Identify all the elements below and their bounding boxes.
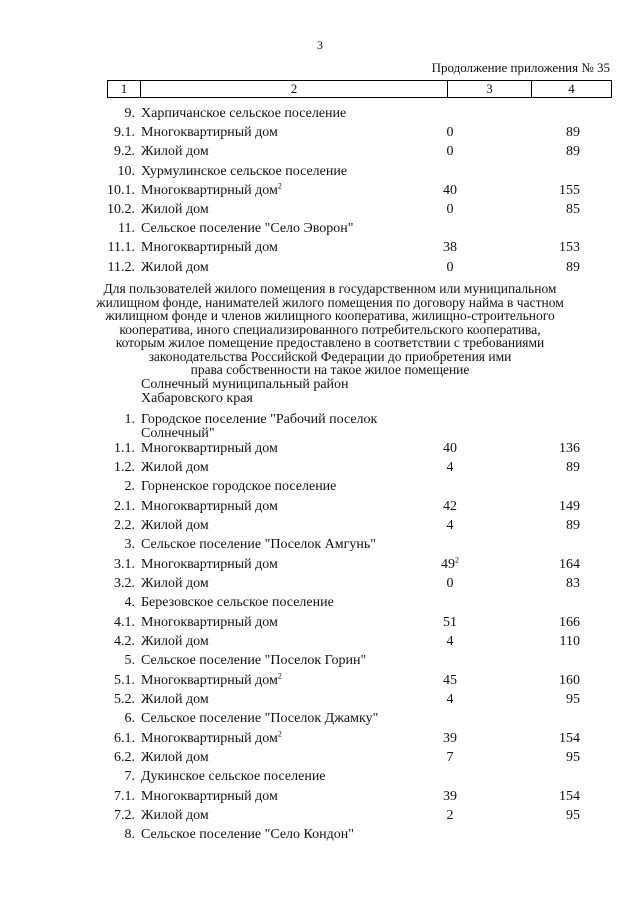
value-col-3 — [430, 671, 470, 691]
row-name-text: Харпичанское сельское поселение — [141, 106, 347, 121]
row-number: 6.2. — [114, 750, 135, 765]
row-name-text: Дукинское сельское поселение — [141, 769, 326, 784]
row-number: 11.2. — [107, 259, 135, 275]
table-row — [0, 200, 640, 220]
value-col-4: 136 — [559, 441, 580, 456]
value-col-4: 95 — [566, 808, 580, 823]
value-col-4: 89 — [566, 125, 580, 141]
table-row — [0, 123, 640, 143]
row-name — [141, 574, 209, 594]
value-col-3-text: 0 — [446, 259, 454, 275]
value-col-4: 166 — [559, 615, 580, 630]
table-row — [0, 748, 640, 768]
table-row — [0, 651, 640, 671]
value-col-3 — [430, 613, 470, 633]
row-name-text: Жилой дом — [141, 202, 209, 217]
row-number: 9. — [124, 106, 135, 121]
footnote-marker: 2 — [455, 555, 459, 565]
row-name-text: Многоквартирный дом — [141, 673, 278, 688]
row-name-text: Сельское поселение "Село Эворон" — [141, 221, 354, 237]
row-number: 8. — [124, 827, 135, 842]
page-number: 3 — [317, 38, 323, 52]
table-row — [0, 632, 640, 652]
table-row — [0, 825, 640, 845]
value-col-3 — [430, 200, 470, 220]
row-name-text: Многоквартирный дом — [141, 615, 278, 630]
row-name-text: Жилой дом — [141, 750, 209, 765]
row-number: 1. — [124, 412, 135, 427]
value-col-4: 95 — [566, 750, 580, 765]
value-col-4: 89 — [566, 259, 580, 275]
section-heading — [80, 282, 580, 377]
row-number: 2.2. — [114, 518, 135, 533]
table-row — [0, 729, 640, 749]
table-row — [0, 767, 640, 787]
row-number: 5.2. — [114, 692, 135, 707]
table-row — [0, 516, 640, 536]
row-name-text: Сельское поселение "Поселок Джамку" — [141, 711, 379, 726]
row-name-text: Многоквартирный дом — [141, 789, 278, 804]
table-header-row — [107, 80, 612, 98]
row-name — [141, 104, 346, 124]
row-name-text: Многоквартирный дом — [141, 441, 278, 456]
row-number: 2. — [124, 479, 135, 494]
value-col-3 — [430, 632, 470, 652]
value-col-3 — [430, 123, 470, 143]
value-col-3-text: 40 — [443, 182, 457, 198]
row-name — [141, 825, 354, 845]
row-name — [141, 181, 282, 201]
footnote-marker: 2 — [277, 181, 282, 191]
row-name-text: Хурмулинское сельское поселение — [141, 163, 348, 179]
row-name-text: Жилой дом — [141, 144, 209, 160]
value-col-4: 89 — [566, 460, 580, 475]
value-col-4: 154 — [559, 789, 580, 804]
row-name — [141, 632, 209, 652]
appendix-continuation-label: Продолжение приложения № 35 — [431, 60, 610, 75]
row-name-text: Жилой дом — [141, 259, 209, 275]
value-col-4: 154 — [559, 731, 580, 746]
value-col-3 — [430, 458, 470, 478]
value-col-3-text: 0 — [446, 576, 454, 591]
header-col-1: 1 — [108, 81, 141, 97]
table-row — [0, 458, 640, 478]
value-col-3 — [430, 729, 470, 749]
section-heading-line: законодательства Российской Федерации до приобретения ими — [148, 348, 512, 364]
value-col-3-text: 0 — [446, 125, 454, 141]
table-row — [0, 258, 640, 278]
value-col-3-text: 4 — [446, 518, 454, 533]
row-number: 10. — [117, 163, 135, 179]
row-name — [141, 413, 377, 441]
value-col-4: 89 — [566, 144, 580, 160]
row-name-text: Многоквартирный дом — [141, 557, 278, 572]
row-name — [141, 439, 278, 459]
value-col-4: 160 — [559, 673, 580, 688]
value-col-3 — [430, 555, 470, 575]
row-name — [141, 219, 354, 239]
row-name — [141, 806, 209, 826]
table-row — [0, 613, 640, 633]
value-col-4: 89 — [566, 518, 580, 533]
row-name — [141, 787, 278, 807]
header-col-4: 4 — [568, 81, 575, 96]
row-name — [141, 613, 278, 633]
row-name-text: Многоквартирный дом — [141, 182, 278, 198]
row-number: 6.1. — [114, 731, 135, 746]
value-col-3-text: 51 — [443, 615, 457, 630]
table-row — [0, 162, 640, 182]
row-name-text: Жилой дом — [141, 634, 209, 649]
row-name — [141, 767, 326, 787]
header-col-3: 3 — [448, 81, 532, 97]
table-row — [0, 574, 640, 594]
row-name — [141, 123, 278, 143]
row-name — [141, 729, 282, 749]
value-col-3 — [430, 806, 470, 826]
table-row — [0, 787, 640, 807]
row-name-text: Горненское городское поселение — [141, 479, 337, 494]
row-name — [141, 516, 209, 536]
row-name-text: Многоквартирный дом — [141, 240, 278, 256]
value-col-3 — [430, 181, 470, 201]
value-col-4: 155 — [559, 182, 580, 198]
table-row — [0, 709, 640, 729]
value-col-3-text: 2 — [446, 808, 454, 823]
value-col-4: 164 — [559, 557, 580, 572]
value-col-3-text: 42 — [443, 499, 457, 514]
row-number: 9.2. — [114, 144, 135, 160]
section-heading-line: права собственности на такое жилое помещение — [190, 362, 470, 377]
row-name — [141, 200, 209, 220]
value-col-4: 149 — [559, 499, 580, 514]
value-col-3 — [430, 439, 470, 459]
table-row — [0, 219, 640, 239]
table-row — [0, 806, 640, 826]
row-name — [141, 709, 378, 729]
row-name — [141, 458, 209, 478]
table-row — [0, 238, 640, 258]
row-name — [141, 162, 347, 182]
row-number: 7.1. — [114, 789, 135, 804]
row-number: 11. — [118, 221, 135, 237]
table-row — [0, 593, 640, 613]
value-col-3-text: 4 — [446, 634, 454, 649]
row-name-text: Многоквартирный дом — [141, 731, 278, 746]
row-name — [141, 671, 282, 691]
row-name — [141, 238, 278, 258]
value-col-3-text: 4 — [446, 692, 454, 707]
section-heading-line: жилищном фонде, нанимателей жилого помещения по договору найма в частном — [96, 294, 564, 310]
row-name — [141, 477, 336, 497]
table-row — [0, 142, 640, 162]
row-number: 5.1. — [114, 673, 135, 688]
value-col-3-text: 49 — [441, 557, 455, 572]
footnote-marker: 2 — [277, 729, 282, 739]
value-col-3-text: 0 — [446, 202, 454, 217]
row-name — [141, 690, 209, 710]
value-col-3-text: 39 — [443, 731, 457, 746]
value-col-3 — [430, 238, 470, 258]
table-row — [0, 497, 640, 517]
row-name-text: Сельское поселение "Поселок Горин" — [141, 653, 367, 668]
row-name — [141, 258, 209, 278]
value-col-3 — [430, 258, 470, 278]
value-col-3-text: 45 — [443, 673, 457, 688]
section-heading-line: кооператива, иного специализированного потребительского кооператива, — [119, 321, 541, 337]
value-col-3-text: 38 — [443, 240, 457, 256]
row-number: 3. — [124, 537, 135, 552]
row-name-text: Жилой дом — [141, 460, 209, 475]
row-number: 3.1. — [114, 557, 135, 572]
row-number: 4.1. — [114, 615, 135, 630]
row-name-text: Березовское сельское поселение — [141, 595, 334, 610]
value-col-3 — [430, 574, 470, 594]
row-name-line: Городское поселение "Рабочий поселок — [141, 412, 378, 427]
table-row — [0, 104, 640, 124]
value-col-3 — [430, 690, 470, 710]
table-row — [0, 690, 640, 710]
value-col-3-text: 39 — [443, 789, 457, 804]
value-col-4: 110 — [559, 634, 580, 649]
row-name-text: Многоквартирный дом — [141, 125, 278, 141]
value-col-3-text: 0 — [446, 144, 454, 160]
row-name — [141, 748, 209, 768]
value-col-4: 83 — [566, 576, 580, 591]
row-number: 2.1. — [114, 499, 135, 514]
row-number: 7. — [124, 769, 135, 784]
region-title — [141, 378, 349, 406]
row-name-text: Сельское поселение "Село Кондон" — [141, 827, 355, 842]
value-col-3-text: 7 — [446, 750, 454, 765]
row-name-text: Многоквартирный дом — [141, 499, 278, 514]
value-col-3 — [430, 787, 470, 807]
value-col-4: 153 — [559, 240, 580, 256]
row-number: 10.2. — [107, 202, 135, 217]
value-col-3 — [430, 497, 470, 517]
value-col-4: 85 — [566, 202, 580, 217]
table-row — [0, 439, 640, 459]
value-col-3-text: 40 — [443, 441, 457, 456]
table-row — [0, 671, 640, 691]
row-name — [141, 593, 334, 613]
row-number: 1.2. — [114, 460, 135, 475]
row-number: 7.2. — [114, 808, 135, 823]
table-row — [0, 535, 640, 555]
row-number: 6. — [124, 711, 135, 726]
row-name-text: Сельское поселение "Поселок Амгунь" — [141, 537, 376, 552]
region-title-line: Солнечный муниципальный район — [141, 377, 349, 392]
row-number: 11.1. — [107, 240, 135, 256]
row-number: 3.2. — [114, 576, 135, 591]
row-name — [141, 651, 366, 671]
row-number: 5. — [124, 653, 135, 668]
table-row — [0, 410, 640, 441]
row-name — [141, 535, 376, 555]
value-col-4: 95 — [566, 692, 580, 707]
row-number: 10.1. — [107, 182, 135, 198]
row-number: 9.1. — [114, 125, 135, 141]
row-name-text: Жилой дом — [141, 518, 209, 533]
section-heading-line: жилищном фонде и членов жилищного кооператива, жилищно-строительного — [105, 308, 555, 323]
row-number: 4.2. — [114, 634, 135, 649]
row-name-text: Жилой дом — [141, 808, 209, 823]
value-col-3 — [430, 516, 470, 536]
row-name-text: Жилой дом — [141, 692, 209, 707]
header-col-2: 2 — [141, 81, 448, 97]
row-name-text: Жилой дом — [141, 576, 209, 591]
value-col-3-text: 4 — [446, 460, 454, 475]
section-heading-line: которым жилое помещение предоставлено в соответствии с требованиями — [115, 335, 545, 350]
footnote-marker: 2 — [277, 671, 282, 681]
table-row — [0, 555, 640, 575]
section-heading-line: Для пользователей жилого помещения в государственном или муниципальном — [103, 281, 557, 296]
row-number: 4. — [124, 595, 135, 610]
row-name-line: Солнечный" — [141, 426, 215, 441]
row-number: 1.1. — [114, 441, 135, 456]
value-col-3 — [430, 142, 470, 162]
value-col-3 — [430, 748, 470, 768]
row-name — [141, 142, 209, 162]
row-name — [141, 497, 278, 517]
region-title-line: Хабаровского края — [141, 391, 253, 406]
table-row — [0, 181, 640, 201]
table-row — [0, 477, 640, 497]
row-name — [141, 555, 278, 575]
